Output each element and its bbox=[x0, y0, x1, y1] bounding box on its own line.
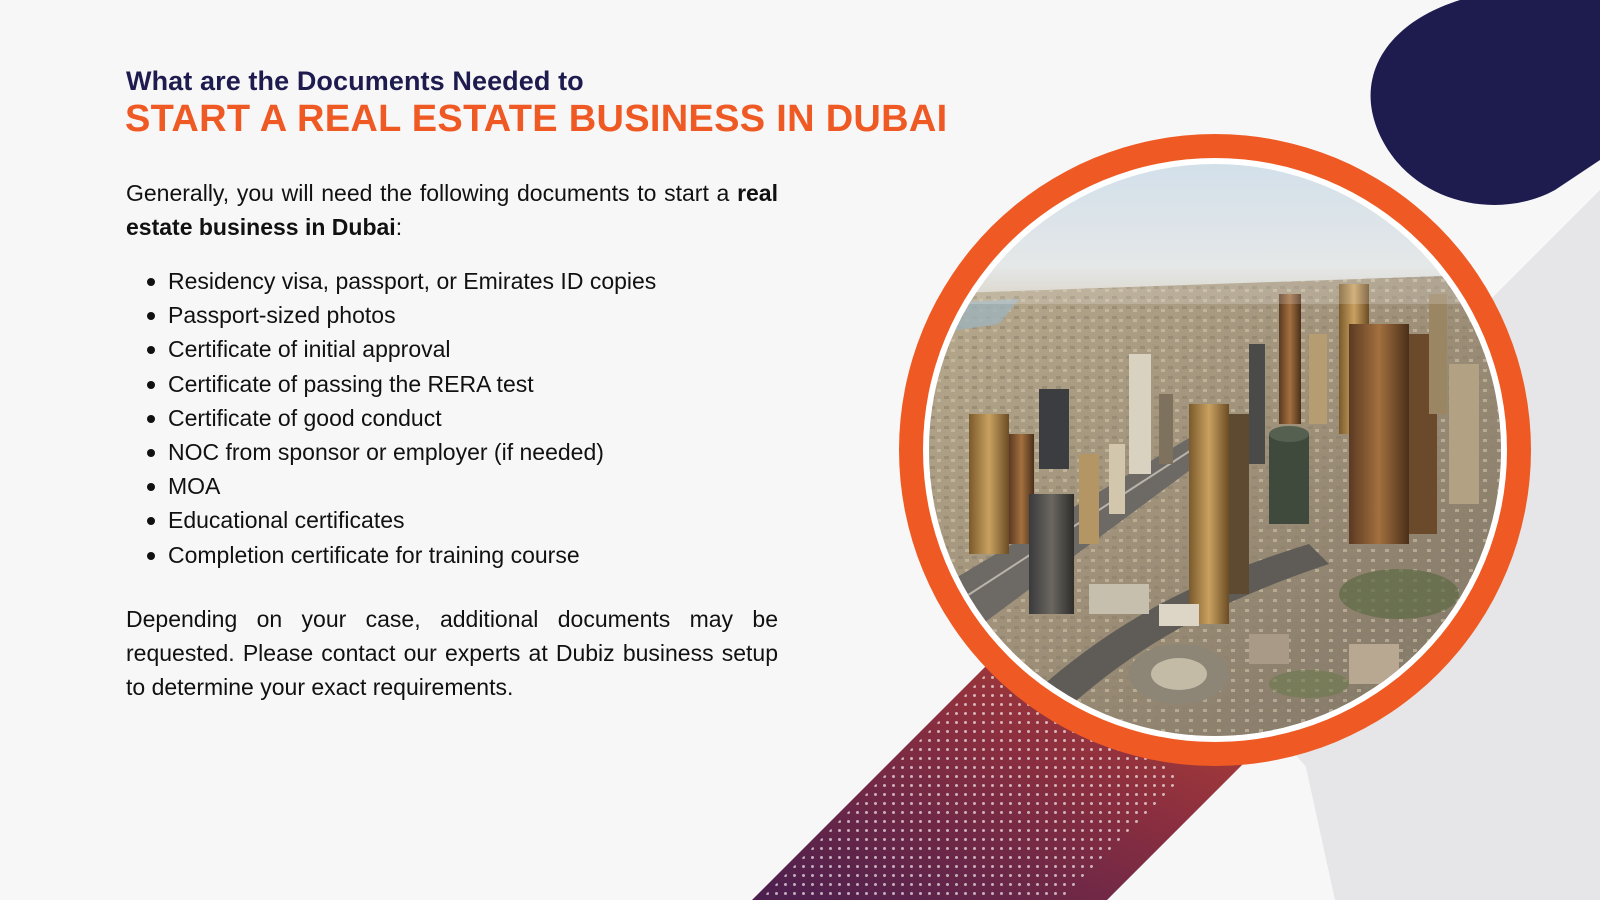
bullet-icon bbox=[147, 517, 155, 525]
list-item-text: Residency visa, passport, or Emirates ID copies bbox=[168, 268, 657, 294]
list-item-text: Certificate of good conduct bbox=[168, 404, 442, 431]
intro-bold-text: real estate business in Dubai bbox=[126, 180, 778, 240]
list-item bbox=[126, 298, 656, 332]
list-item bbox=[126, 538, 656, 572]
list-item bbox=[126, 469, 656, 503]
outro-paragraph: Depending on your case, additional documents may be requested. Please contact our experts at Dubiz business setup to determine your exact requirements. bbox=[126, 606, 778, 700]
dubai-skyline-photo bbox=[929, 164, 1501, 736]
bullet-icon bbox=[147, 415, 155, 423]
list-item bbox=[126, 435, 656, 469]
bullet-icon bbox=[147, 346, 155, 354]
list-item-text: Educational certificates bbox=[168, 507, 405, 534]
bullet-icon bbox=[147, 483, 155, 491]
list-item bbox=[126, 401, 656, 435]
list-item bbox=[126, 332, 656, 366]
subheading: What are the Documents Needed to bbox=[126, 66, 584, 96]
list-item-text: Certificate of initial approval bbox=[168, 336, 451, 363]
navy-corner-shape bbox=[1371, 0, 1600, 205]
bullet-icon bbox=[147, 449, 155, 457]
list-item bbox=[126, 264, 656, 298]
bullet-icon bbox=[147, 381, 155, 389]
list-item-text: MOA bbox=[168, 473, 221, 500]
list-item-text: NOC from sponsor or employer (if needed) bbox=[168, 439, 604, 466]
list-item-text: Completion certificate for training course bbox=[168, 541, 580, 568]
page-title: START A REAL ESTATE BUSINESS IN DUBAI bbox=[125, 98, 948, 140]
bullet-icon bbox=[147, 552, 155, 560]
list-item-text: Passport-sized photos bbox=[168, 302, 396, 329]
list-item bbox=[126, 503, 656, 537]
intro-text: Generally, you will need the following documents to start a bbox=[126, 180, 738, 206]
documents-list bbox=[126, 264, 656, 572]
intro-paragraph bbox=[126, 176, 778, 244]
bullet-icon bbox=[147, 278, 155, 286]
intro-text-end: : bbox=[395, 214, 403, 240]
list-item-text: Certificate of passing the RERA test bbox=[168, 370, 534, 397]
list-item bbox=[126, 367, 656, 401]
bullet-icon bbox=[147, 312, 155, 320]
